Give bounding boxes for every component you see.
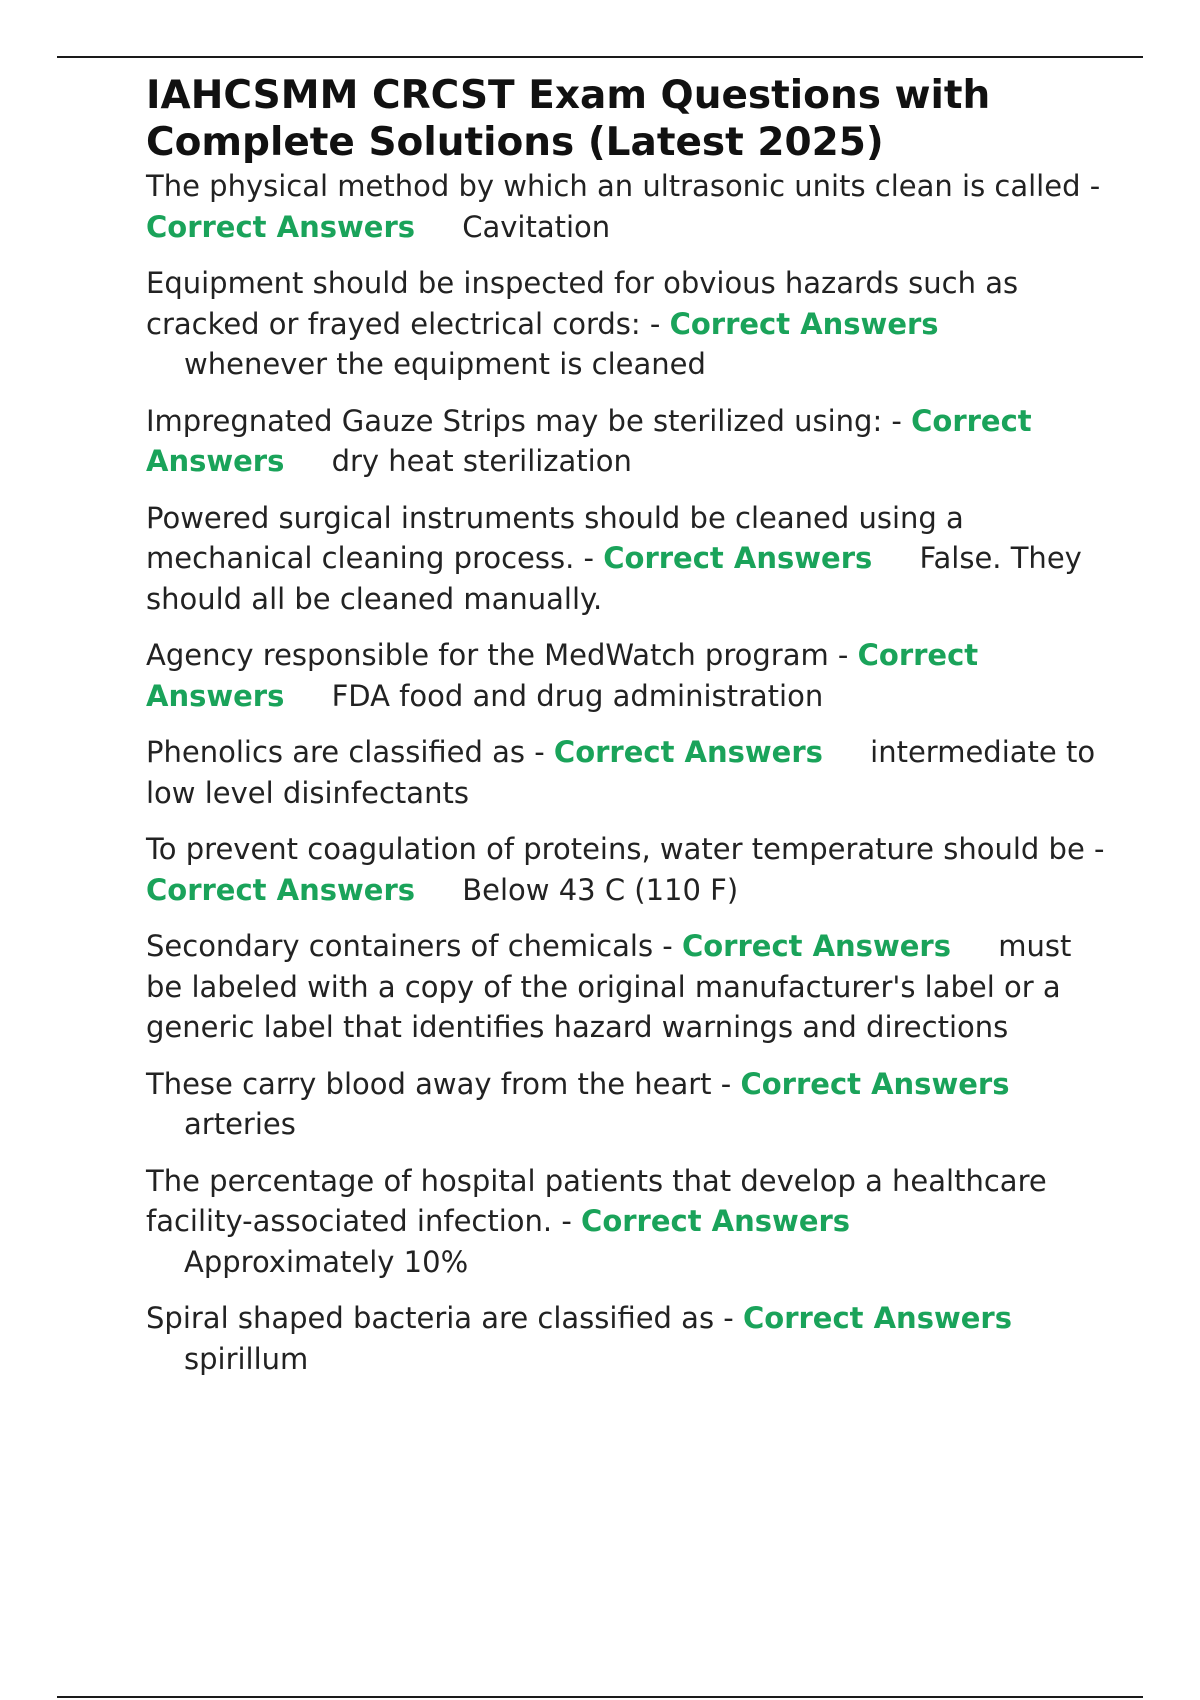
qa-item xyxy=(146,1161,1106,1283)
correct-answers-label: Correct Answers xyxy=(146,403,1032,478)
question-text: To prevent coagulation of proteins, water temperature should be xyxy=(146,832,1085,866)
qa-item xyxy=(146,829,1106,910)
answer-text: Cavitation xyxy=(462,209,611,244)
qa-item xyxy=(146,732,1106,813)
correct-answers-label: Correct Answers xyxy=(740,1066,1010,1101)
separator: - xyxy=(714,1301,743,1335)
answer-text: spirillum xyxy=(184,1341,309,1376)
answer-text: FDA food and drug administration xyxy=(331,678,824,713)
qa-item xyxy=(146,401,1106,482)
separator: - xyxy=(552,1204,582,1238)
question-text: Impregnated Gauze Strips may be sterilized using: xyxy=(146,403,883,438)
separator: - xyxy=(882,403,912,438)
correct-answers-label: Correct Answers xyxy=(146,638,979,713)
qa-item xyxy=(146,498,1106,620)
separator: - xyxy=(525,735,554,769)
separator: - xyxy=(1084,832,1105,866)
correct-answers-label: Correct Answers xyxy=(146,209,416,244)
correct-answers-label: Correct Answers xyxy=(603,541,873,575)
answer-text: arteries xyxy=(184,1107,296,1141)
question-text: Phenolics are classified as xyxy=(146,735,525,769)
top-rule xyxy=(57,56,1143,58)
question-text: These carry blood away from the heart xyxy=(146,1066,712,1101)
separator: - xyxy=(653,929,682,963)
separator: - xyxy=(1080,169,1101,203)
qa-item xyxy=(146,635,1106,716)
answer-text: Below 43 C (110 F) xyxy=(462,872,739,907)
qa-item xyxy=(146,926,1106,1048)
bottom-rule xyxy=(57,1696,1143,1698)
answer-text: must be labeled with a copy of the original manufacturer's label or a generic label that identifies hazard warnings and directions xyxy=(146,929,1072,1044)
separator: - xyxy=(711,1066,741,1101)
question-text: Secondary containers of chemicals xyxy=(146,929,654,963)
question-text: Spiral shaped bacteria are classified as xyxy=(146,1301,715,1335)
answer-text: dry heat sterilization xyxy=(331,444,632,478)
question-text: The physical method by which an ultrasonic units clean is called xyxy=(146,169,1081,203)
qa-list xyxy=(146,166,1106,1379)
document-body xyxy=(146,72,1106,1395)
question-text: Equipment should be inspected for obvious hazards such as cracked or frayed electrical cords: xyxy=(146,266,1019,341)
answer-text: False. They should all be cleaned manually. xyxy=(146,541,1082,616)
separator: - xyxy=(640,306,670,341)
answer-text: Approximately 10% xyxy=(184,1244,469,1279)
question-text: The percentage of hospital patients that develop a healthcare facility-associated infection. xyxy=(146,1163,1047,1238)
separator: - xyxy=(574,541,604,575)
question-text: Agency responsible for the MedWatch program xyxy=(146,638,829,672)
correct-answers-label: Correct Answers xyxy=(581,1204,851,1238)
document-title: IAHCSMM CRCST Exam Questions with Complete Solutions (Latest 2025) xyxy=(146,73,991,165)
correct-answers-label: Correct Answers xyxy=(742,1301,1012,1335)
question-text: Powered surgical instruments should be cleaned using a mechanical cleaning process. xyxy=(146,500,964,575)
qa-item xyxy=(146,166,1106,247)
correct-answers-label: Correct Answers xyxy=(681,929,951,963)
answer-text: intermediate to low level disinfectants xyxy=(146,735,1096,810)
correct-answers-label: Correct Answers xyxy=(146,872,416,907)
qa-item xyxy=(146,263,1106,385)
qa-item xyxy=(146,1298,1106,1379)
qa-item xyxy=(146,1064,1106,1145)
correct-answers-label: Correct Answers xyxy=(669,306,939,341)
answer-text: whenever the equipment is cleaned xyxy=(184,347,706,381)
separator: - xyxy=(828,638,858,672)
correct-answers-label: Correct Answers xyxy=(553,735,823,769)
